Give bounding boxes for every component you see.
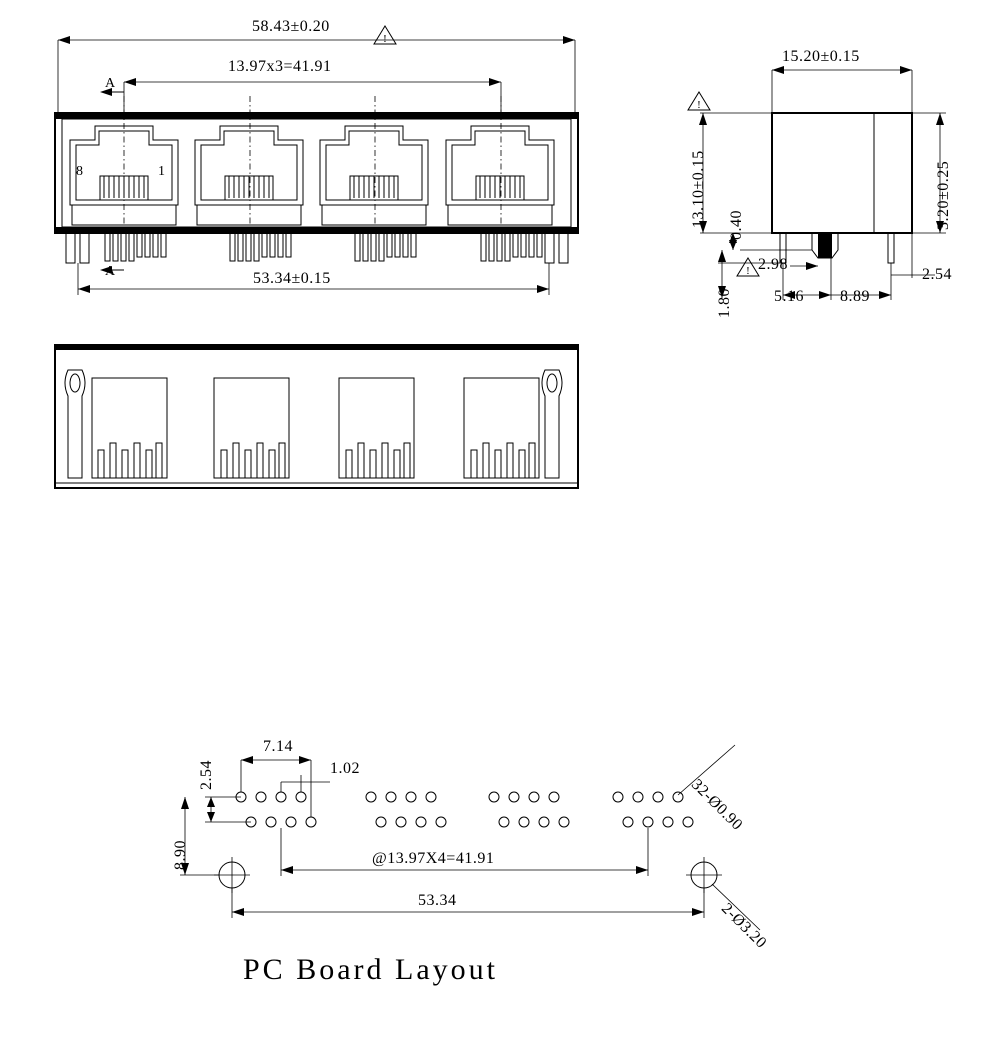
dim-boss-dia: 2.98 (758, 256, 788, 273)
dim-front-offset: 5.16 (774, 288, 804, 305)
dim-pcb-pin-count: 32-Ø0.90 (687, 776, 746, 834)
rear-view (55, 345, 578, 488)
dim-pcb-hole-note: 2-Ø3.20 (717, 900, 770, 952)
dim-pcb-hole-offset: 8.90 (172, 840, 189, 870)
tolerance-flag-icon (688, 92, 710, 111)
svg-text:!: ! (697, 99, 701, 111)
dim-side-depth: 15.20±0.15 (782, 48, 860, 65)
dim-pcb-hole-span: 53.34 (418, 892, 457, 909)
mounting-hole (686, 857, 722, 893)
front-pins (66, 233, 568, 263)
label-pin-8: 8 (76, 164, 84, 179)
dim-standoff: 0.40 (728, 210, 745, 240)
dim-port-pitch-total: 13.97x3=41.91 (228, 58, 332, 75)
rj45-jack-face (70, 126, 554, 225)
tolerance-flag-icon (737, 258, 759, 277)
dim-body-height: 13.10±0.15 (690, 150, 707, 228)
svg-text:!: ! (746, 265, 750, 277)
label-section-a-bottom: A (105, 264, 116, 279)
label-section-a-top: A (105, 76, 116, 91)
dim-pin-length: 1.80 (716, 288, 733, 318)
label-pin-1: 1 (158, 164, 166, 179)
dim-pcb-row-pitch: 2.54 (198, 760, 215, 790)
dim-overall-width: 58.43±0.20 (252, 18, 330, 35)
dim-pcb-group-width: 7.14 (263, 738, 293, 755)
pad-group (489, 792, 569, 827)
dim-tab-height: 3.20±0.25 (935, 160, 952, 230)
dim-mount-hole-span: 53.34±0.15 (253, 270, 331, 287)
svg-text:!: ! (383, 33, 387, 45)
pcb-layout (180, 745, 760, 930)
side-view (699, 66, 946, 300)
mounting-hole (214, 857, 250, 893)
dim-pcb-pin-pitch: 1.02 (330, 760, 360, 777)
pad-group (366, 792, 446, 827)
page-title: PC Board Layout (243, 953, 498, 986)
pad-group (613, 792, 693, 827)
dim-pin-row-pitch: 2.54 (922, 266, 952, 283)
dim-pcb-port-pitch: @13.97X4=41.91 (372, 850, 495, 867)
tolerance-flag-icon (374, 26, 396, 45)
dim-rear-offset: 8.89 (840, 288, 870, 305)
